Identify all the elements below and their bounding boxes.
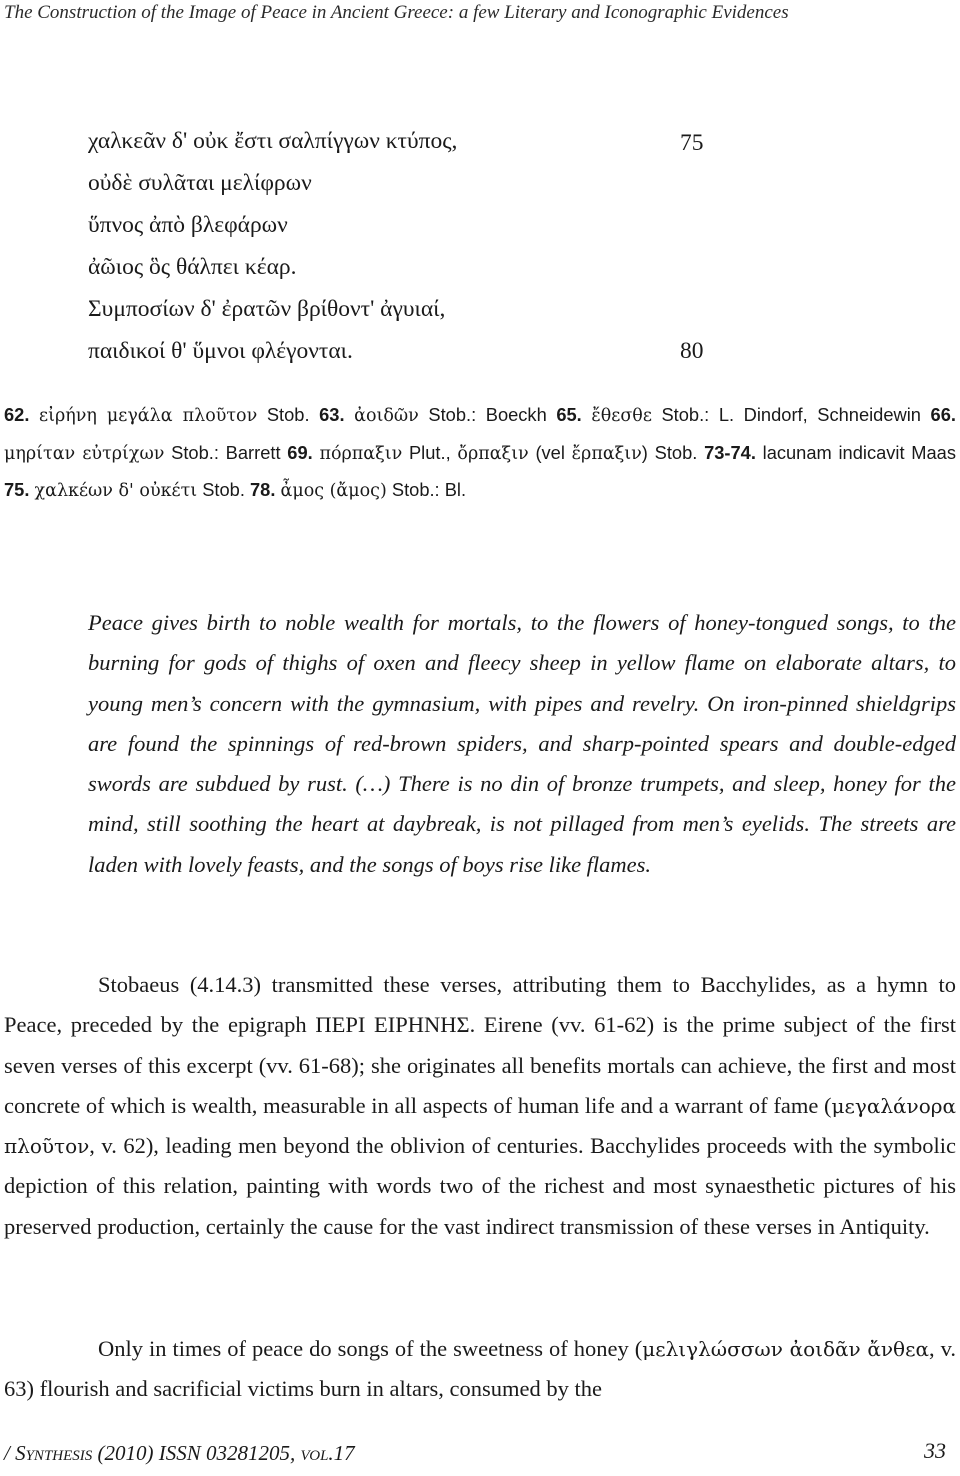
text-run: Stob.: L. Dindorf, Schneidewin xyxy=(651,404,931,425)
verse-line: παιδικοί θ' ὕμνοι φλέγονται. xyxy=(88,338,353,364)
volume: vol.17 xyxy=(300,1441,355,1465)
text-run: lacunam indicavit Maas xyxy=(755,441,956,463)
greek-text: χαλκέων δ' οὐκέτι xyxy=(34,481,198,501)
text-run: , v. 63) flourish and sacrificial victims burn in altars, consumed by the xyxy=(4,1336,956,1402)
greek-text: ὄρπαξιν xyxy=(457,443,529,464)
verse-ref: 63. xyxy=(319,404,345,425)
text-run: , v. 62), leading men beyond the oblivion of centuries. Bacchylides proceeds with the symbolic depiction of this relation, painting with words two of the richest and most synaesthetic pictures of his preserved production, certainly the cause for the vast indirect transmission of these verses in Antiquity. xyxy=(4,1133,956,1239)
text-run xyxy=(345,404,355,425)
issue-info: (2010) ISSN 03281205, xyxy=(92,1441,301,1465)
text-run: Stob.: Barrett xyxy=(164,441,288,463)
verse-ref: 75. xyxy=(4,479,30,500)
greek-text: ἔθεσθε xyxy=(591,406,652,426)
verse-ref: 66. xyxy=(930,404,956,425)
verse-line-number: 75 xyxy=(680,130,704,156)
journal-name: Synthesis xyxy=(15,1441,93,1465)
text-run: Stob.: Bl. xyxy=(386,479,467,500)
text-run xyxy=(582,404,592,425)
greek-text: πόρπαξιν xyxy=(319,443,403,464)
verse-line: ἀῶιος ὃς θάλπει κέαρ. xyxy=(88,254,297,280)
commentary-paragraph xyxy=(4,965,956,1247)
verse-ref: 65. xyxy=(556,404,582,425)
text-run: (vel xyxy=(528,441,572,463)
verse-ref: 78. xyxy=(250,479,276,500)
text-run: Stobaeus (4.14.3) transmitted these verses, attributing them to Bacchylides, as a hymn to Peace, preceded by the epigraph ΠΕΡΙ ΕΙΡΗΝΗΣ. Eirene (vv. 61-62) is the prime subject of the first seven verses of this excerpt (vv. 61-68); she originates all benefits mortals can achieve, the first and most concrete of which is wealth, measurable in all aspects of human life and a warrant of fame ( xyxy=(4,972,956,1118)
verse-ref: 69. xyxy=(287,441,313,463)
greek-text: μεγαλάνορα πλοῦτον xyxy=(4,1093,956,1159)
verse-line: ὕπνος ἀπὸ βλεφάρων xyxy=(88,212,288,238)
verse-line-number: 80 xyxy=(680,338,704,364)
greek-text: μηρίταν εὐτρίχων xyxy=(4,443,165,464)
commentary-paragraph xyxy=(4,1329,956,1410)
page-number: 33 xyxy=(924,1438,946,1463)
verse-ref: 62. xyxy=(4,404,30,425)
greek-text: μελιγλώσσων ἀοιδᾶν ἄνθεα xyxy=(642,1337,929,1361)
running-head: The Construction of the Image of Peace in Ancient Greece: a few Literary and Iconographic Evidences xyxy=(4,2,789,23)
text-run: Only in times of peace do songs of the sweetness of honey ( xyxy=(98,1336,643,1361)
critical-apparatus xyxy=(4,397,956,510)
greek-text: ἀοιδῶν xyxy=(354,406,419,426)
text-run: ) Stob. xyxy=(641,441,705,463)
text-run: Stob. xyxy=(197,479,250,500)
greek-text: εἰρήνη μεγάλα πλοῦτον xyxy=(39,406,258,426)
greek-text: ἔρπαξιν xyxy=(571,443,642,464)
translation-paragraph: Peace gives birth to noble wealth for mortals, to the flowers of honey-tongued songs, to the burning for gods of thighs of oxen and fleecy sheep in yellow flame on elaborate altars, to young men’s concern with the gymnasium, with pipes and revelry. On iron-pinned shieldgrips are found the spinnings of red-brown spiders, and sharp-pointed spears and double-edged swords are subdued by rust. (…) There is no din of bronze trumpets, and sleep, honey for the mind, still soothing the heart at daybreak, is not pillaged from men’s eyelids. The streets are laden with lovely feasts, and the songs of boys rise like flames. xyxy=(88,610,956,877)
text-run: Plut., xyxy=(402,441,458,463)
verse-line: οὐδὲ συλᾶται μελίφρων xyxy=(88,170,312,196)
text-run xyxy=(29,404,39,425)
text-run: Stob.: Boeckh xyxy=(418,404,557,425)
text-run: Stob. xyxy=(257,404,320,425)
verse-line: χαλκεᾶν δ' οὐκ ἔστι σαλπίγγων κτύπος, xyxy=(88,128,458,154)
verse-ref: 73-74. xyxy=(704,441,756,463)
greek-text: ἆμος (ἄμος) xyxy=(280,481,387,501)
journal-citation xyxy=(4,1441,355,1466)
footer-slash: / xyxy=(4,1441,16,1465)
verse-line: Συμποσίων δ' ἐρατῶν βρίθοντ' ἀγυιαί, xyxy=(88,296,446,322)
